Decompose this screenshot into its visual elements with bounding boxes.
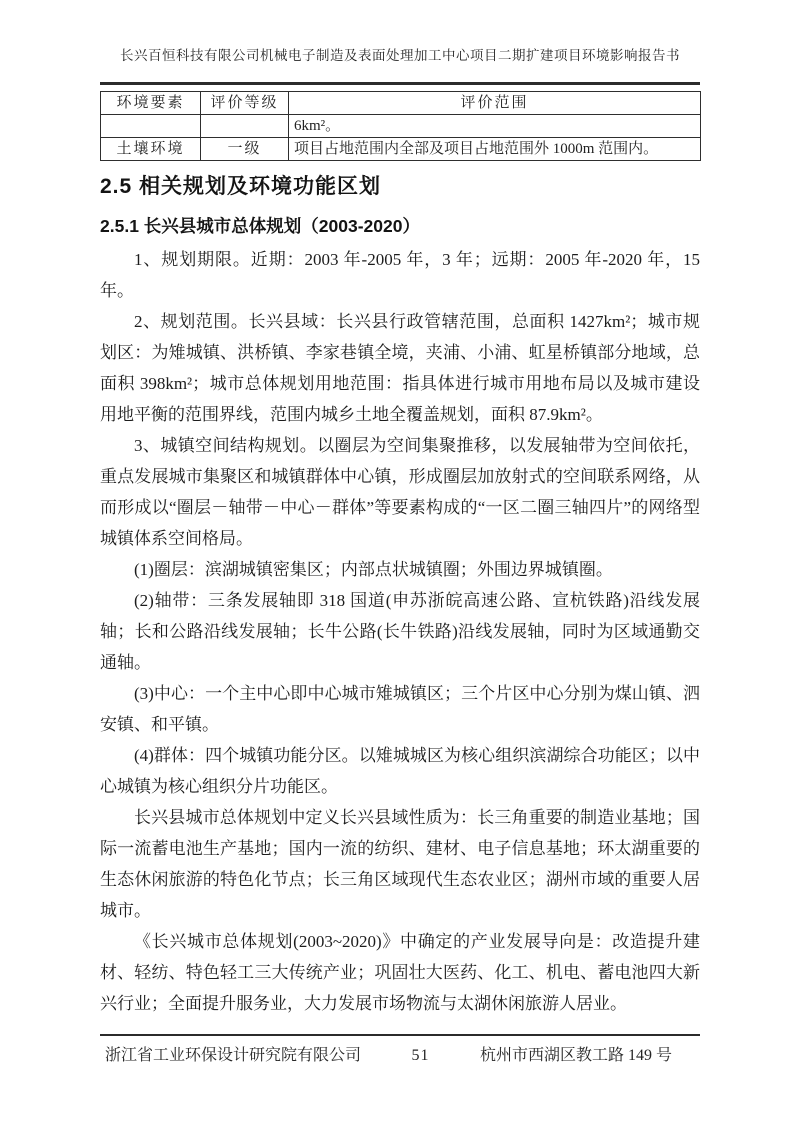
subsection-heading: 2.5.1 长兴县城市总体规划（2003-2020） xyxy=(100,216,420,236)
footer-address: 杭州市西湖区教工路 149 号 xyxy=(479,1047,672,1064)
table-cell-eval-level xyxy=(201,115,289,138)
table-header-eval-level: 评价等级 xyxy=(201,92,289,115)
table-header-eval-scope: 评价范围 xyxy=(289,92,701,115)
table-cell-eval-level: 一级 xyxy=(201,138,289,161)
paragraph: 1、规划期限。近期：2003 年-2005 年，3 年；远期：2005 年-2020 年，15 年。 xyxy=(100,250,700,300)
paragraph: (1)圈层：滨湖城镇密集区；内部点状城镇圈；外围边界城镇圈。 xyxy=(134,560,613,579)
table-cell-env-factor: 土壤环境 xyxy=(101,138,201,161)
page-footer xyxy=(100,1034,700,1065)
paragraph: 2、规划范围。长兴县域：长兴县行政管辖范围，总面积 1427km²；城市规划区：为雉城镇、洪桥镇、李家巷镇全境，夹浦、小浦、虹星桥镇部分地域，总面积 398km²；城市总体规划用地范围：指具体进行城市用地布局以及城市建设用地平衡的范围界线，范围内城乡土地全覆盖规划，面积 87.9km²。 xyxy=(100,312,700,424)
paragraph: 长兴县城市总体规划中定义长兴县域性质为：长三角重要的制造业基地；国际一流蓄电池生产基地；国内一流的纺织、建材、电子信息基地；环太湖重要的生态休闲旅游的特色化节点；长三角区域现代生态农业区；湖州市域的重要人居城市。 xyxy=(100,808,700,920)
paragraph: 《长兴城市总体规划(2003~2020)》中确定的产业发展导向是：改造提升建材、轻纺、特色轻工三大传统产业；巩固壮大医药、化工、机电、蓄电池四大新兴行业；全面提升服务业，大力发展市场物流与太湖休闲旅游人居业。 xyxy=(100,932,700,1013)
table-cell-eval-scope: 6km²。 xyxy=(289,115,701,138)
table-cell-env-factor xyxy=(101,115,201,138)
table-row xyxy=(101,138,701,161)
header-title: 长兴百恒科技有限公司机械电子制造及表面处理加工中心项目二期扩建项目环境影响报告书 xyxy=(120,48,680,63)
table-header-env-factor: 环境要素 xyxy=(101,92,201,115)
footer-page-number: 51 xyxy=(411,1047,430,1064)
assessment-scope-table xyxy=(100,91,701,161)
paragraph: 3、城镇空间结构规划。以圈层为空间集聚推移，以发展轴带为空间依托，重点发展城市集聚区和城镇群体中心镇，形成圈层加放射式的空间联系网络，从而形成以“圈层－轴带－中心－群体”等要素构成的“一区二圈三轴四片”的网络型城镇体系空间格局。 xyxy=(100,436,700,548)
paragraph: (3)中心：一个主中心即中心城市雉城镇区；三个片区中心分别为煤山镇、泗安镇、和平镇。 xyxy=(100,684,700,734)
footer-organization: 浙江省工业环保设计研究院有限公司 xyxy=(105,1047,362,1064)
page-header xyxy=(100,0,700,85)
table-row xyxy=(101,115,701,138)
table-header-row xyxy=(101,92,701,115)
section-heading: 2.5 相关规划及环境功能区划 xyxy=(100,175,382,198)
paragraph: (2)轴带：三条发展轴即 318 国道(申苏浙皖高速公路、宣杭铁路)沿线发展轴；长和公路沿线发展轴；长牛公路(长牛铁路)沿线发展轴，同时为区域通勤交通轴。 xyxy=(100,591,700,672)
paragraph: (4)群体：四个城镇功能分区。以雉城城区为核心组织滨湖综合功能区；以中心城镇为核心组织分片功能区。 xyxy=(100,746,700,796)
table-cell-eval-scope: 项目占地范围内全部及项目占地范围外 1000m 范围内。 xyxy=(289,138,701,161)
page-body xyxy=(100,81,700,1019)
